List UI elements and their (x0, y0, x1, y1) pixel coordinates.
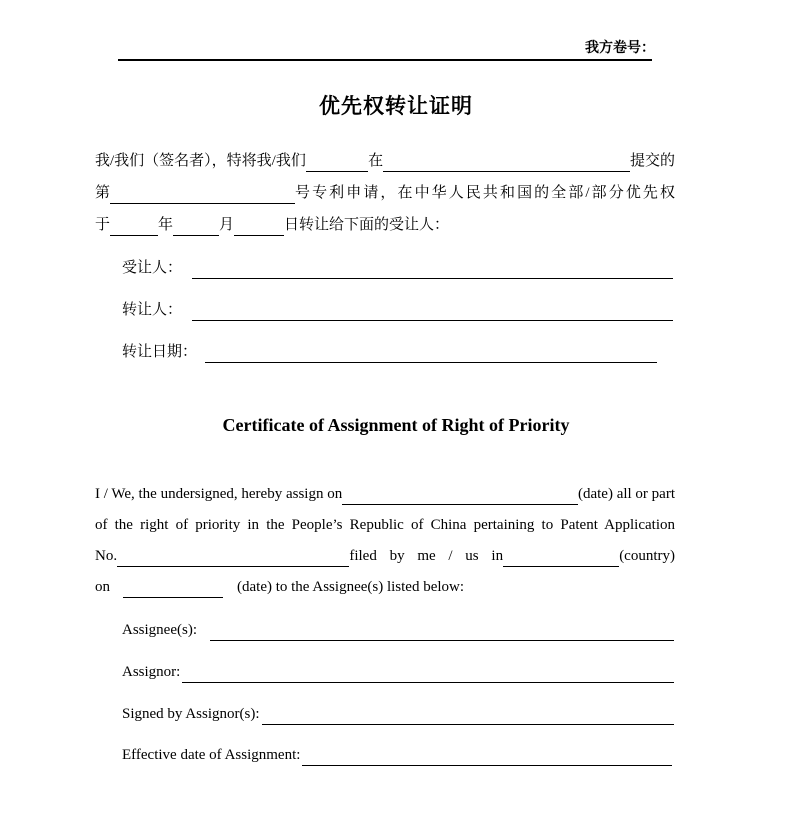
blank-line-country[interactable] (383, 151, 630, 172)
en-field-effective-date (122, 745, 672, 766)
chinese-title: 优先权转让证明 (319, 94, 473, 118)
blank-line-assignor-en[interactable] (182, 662, 674, 683)
en-paragraph-line-4 (95, 577, 675, 598)
en-para-text: No. (95, 548, 118, 564)
blank-line-application-number-en[interactable] (117, 546, 349, 567)
en-paragraph-line-2 (95, 515, 675, 536)
en-para-text: of the right of priority in the People’s Republic of China pertaining to Patent Application (95, 517, 675, 533)
cn-field-label: 转让日期： (122, 344, 198, 360)
header-rule (118, 59, 652, 61)
blank-line-day[interactable] (234, 215, 284, 236)
en-paragraph-line-3 (95, 546, 675, 567)
blank-line-date-en[interactable] (123, 577, 223, 598)
blank-line-month[interactable] (173, 215, 219, 236)
blank-line-assignee[interactable] (192, 258, 673, 279)
cn-para-text: 月 (219, 217, 235, 233)
en-para-text: filed by me / us in (349, 548, 504, 564)
docket-number-label: 我方卷号： (585, 41, 655, 56)
blank-line-date[interactable] (342, 484, 578, 505)
cn-para-text: 第 (95, 185, 111, 201)
blank-line-signature-en[interactable] (262, 704, 674, 725)
en-field-label: Assignor: (122, 664, 181, 680)
cn-paragraph-line-2 (95, 183, 675, 204)
cn-para-text: 提交的 (629, 153, 675, 169)
cn-para-text: 我/我们（签名者），特将我/我们 (95, 153, 306, 169)
cn-para-text: 日转让给下面的受让人： (284, 217, 450, 233)
cn-para-text: 在 (368, 153, 384, 169)
en-paragraph-line-1 (95, 484, 675, 505)
en-field-assignees (122, 620, 674, 641)
cn-paragraph-line-1 (95, 151, 675, 172)
en-para-text: on (95, 579, 110, 595)
blank-line-country-en[interactable] (503, 546, 619, 567)
blank-line-year[interactable] (110, 215, 158, 236)
en-field-signed-by-assignor (122, 704, 674, 725)
cn-field-label: 受让人： (122, 260, 183, 276)
cn-field-assignee (122, 258, 673, 279)
blank-line-assignees-en[interactable] (210, 620, 674, 641)
english-title: Certificate of Assignment of Right of Priority (222, 415, 570, 435)
blank-line-application-number[interactable] (110, 183, 295, 204)
en-field-label: Signed by Assignor(s): (122, 706, 260, 722)
blank-line-effective-date-en[interactable] (302, 745, 672, 766)
en-para-text: (country) (619, 548, 675, 564)
cn-para-text: 于 (95, 217, 111, 233)
en-para-text: (date) all or part (577, 486, 675, 502)
cn-para-text: 号专利申请，在中华人民共和国的全部/部分优先权 (295, 185, 675, 201)
en-field-assignor (122, 662, 674, 683)
cn-field-assignor (122, 300, 673, 321)
en-field-label: Effective date of Assignment: (122, 747, 301, 763)
blank-line-assignor[interactable] (192, 300, 673, 321)
cn-field-assignment-date (122, 342, 657, 363)
blank-line-assignment-date[interactable] (205, 342, 657, 363)
cn-paragraph-line-3 (95, 215, 675, 236)
cn-para-text: 年 (158, 217, 174, 233)
en-para-text: I / We, the undersigned, hereby assign on (95, 486, 343, 502)
cn-field-label: 转让人： (122, 302, 183, 318)
en-field-label: Assignee(s): (122, 622, 197, 638)
en-para-text: (date) to the Assignee(s) listed below: (237, 579, 465, 595)
blank-line-assignor-name[interactable] (306, 151, 368, 172)
